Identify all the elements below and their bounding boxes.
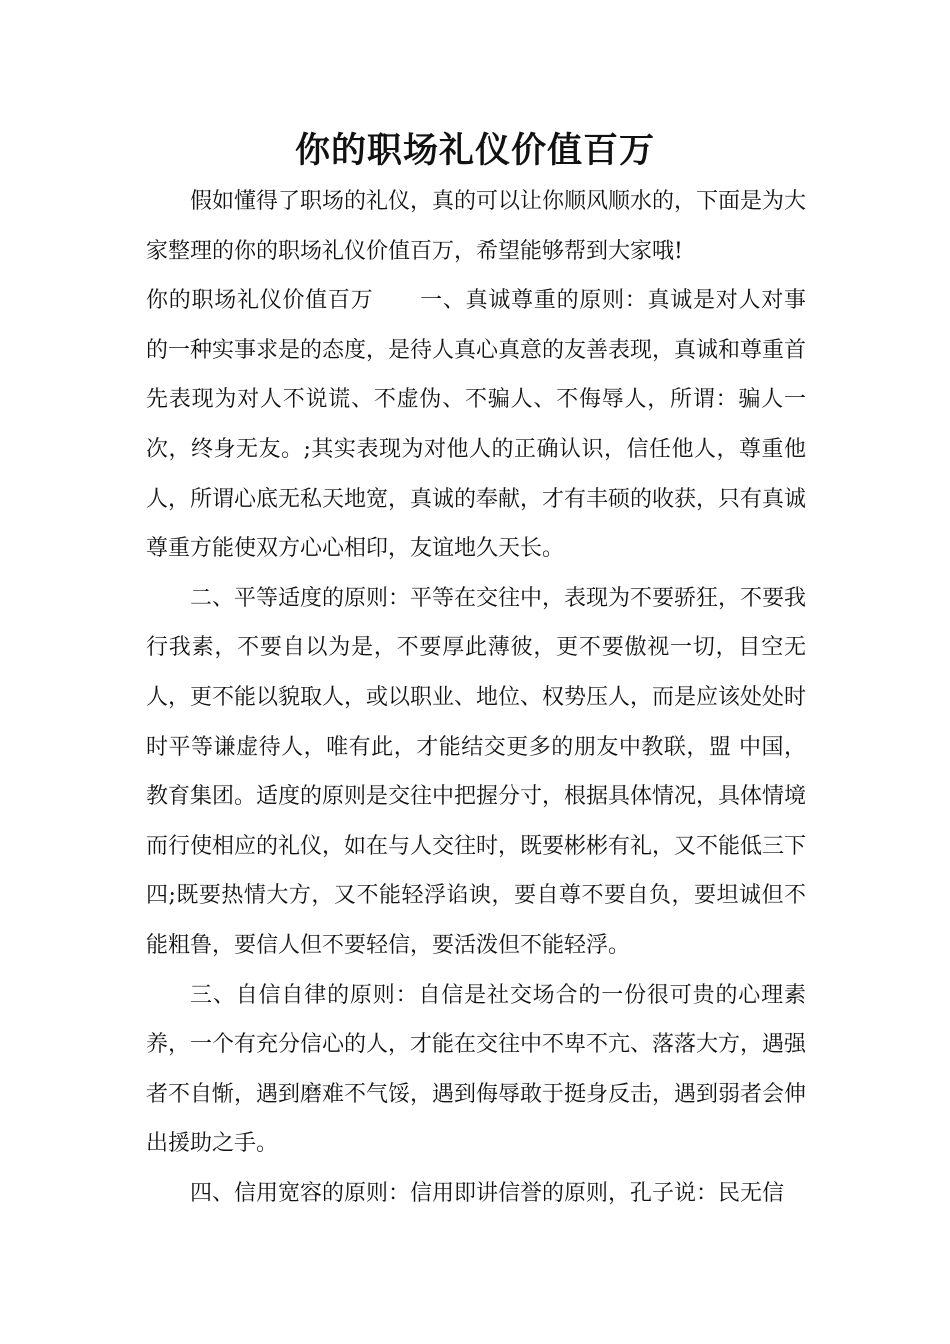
document-title: 你的职场礼仪价值百万 bbox=[294, 130, 655, 171]
intro-paragraph: 假如懂得了职场的礼仪，真的可以让你顺风顺水的，下面是为大家整理的你的职场礼仪价值百万，希望能够帮到大家哦! bbox=[146, 189, 807, 264]
principle-paragraph-2: 二、平等适度的原则：平等在交往中，表现为不要骄狂，不要我行我素，不要自以为是，不要厚此薄彼，更不要傲视一切，目空无人，更不能以貌取人，或以职业、地位、权势压人，而是应该处处时时平等谦虚待人，唯有此，才能结交更多的朋友中教联，盟 中国，教育集团。适度的原则是交往中把握分寸，根据具体情况，具体情境而行使相应的礼仪，如在与人交往时，既要彬彬有礼，又不能低三下四;既要热情大方，又不能轻浮谄谀，要自尊不要自负，要坦诚但不能粗鲁，要信人但不要轻信，要活泼但不能轻浮。 bbox=[146, 585, 807, 958]
principle-paragraph-4: 四、信用宽容的原则：信用即讲信誉的原则，孔子说：民无信 bbox=[190, 1180, 785, 1206]
document-body bbox=[146, 177, 806, 1218]
principle-paragraph-3: 三、自信自律的原则：自信是社交场合的一份很可贵的心理素养，一个有充分信心的人，才能在交往中不卑不亢、落落大方，遇强者不自惭，遇到磨难不气馁，遇到侮辱敢于挺身反击，遇到弱者会伸出援助之手。 bbox=[146, 982, 807, 1157]
section-label: 你的职场礼仪价值百万 bbox=[146, 288, 374, 314]
principle-paragraph-1 bbox=[146, 276, 806, 574]
principle-text-1: 一、真诚尊重的原则：真诚是对人对事的一种实事求是的态度，是待人真心真意的友善表现，真诚和尊重首先表现为对人不说谎、不虚伪、不骗人、不侮辱人，所谓：骗人一次，终身无友。;其实表现为对他人的正确认识，信任他人，尊重他人，所谓心底无私天地宽，真诚的奉献，才有丰硕的收获，只有真诚尊重方能使双方心心相印，友谊地久天长。 bbox=[146, 288, 807, 562]
